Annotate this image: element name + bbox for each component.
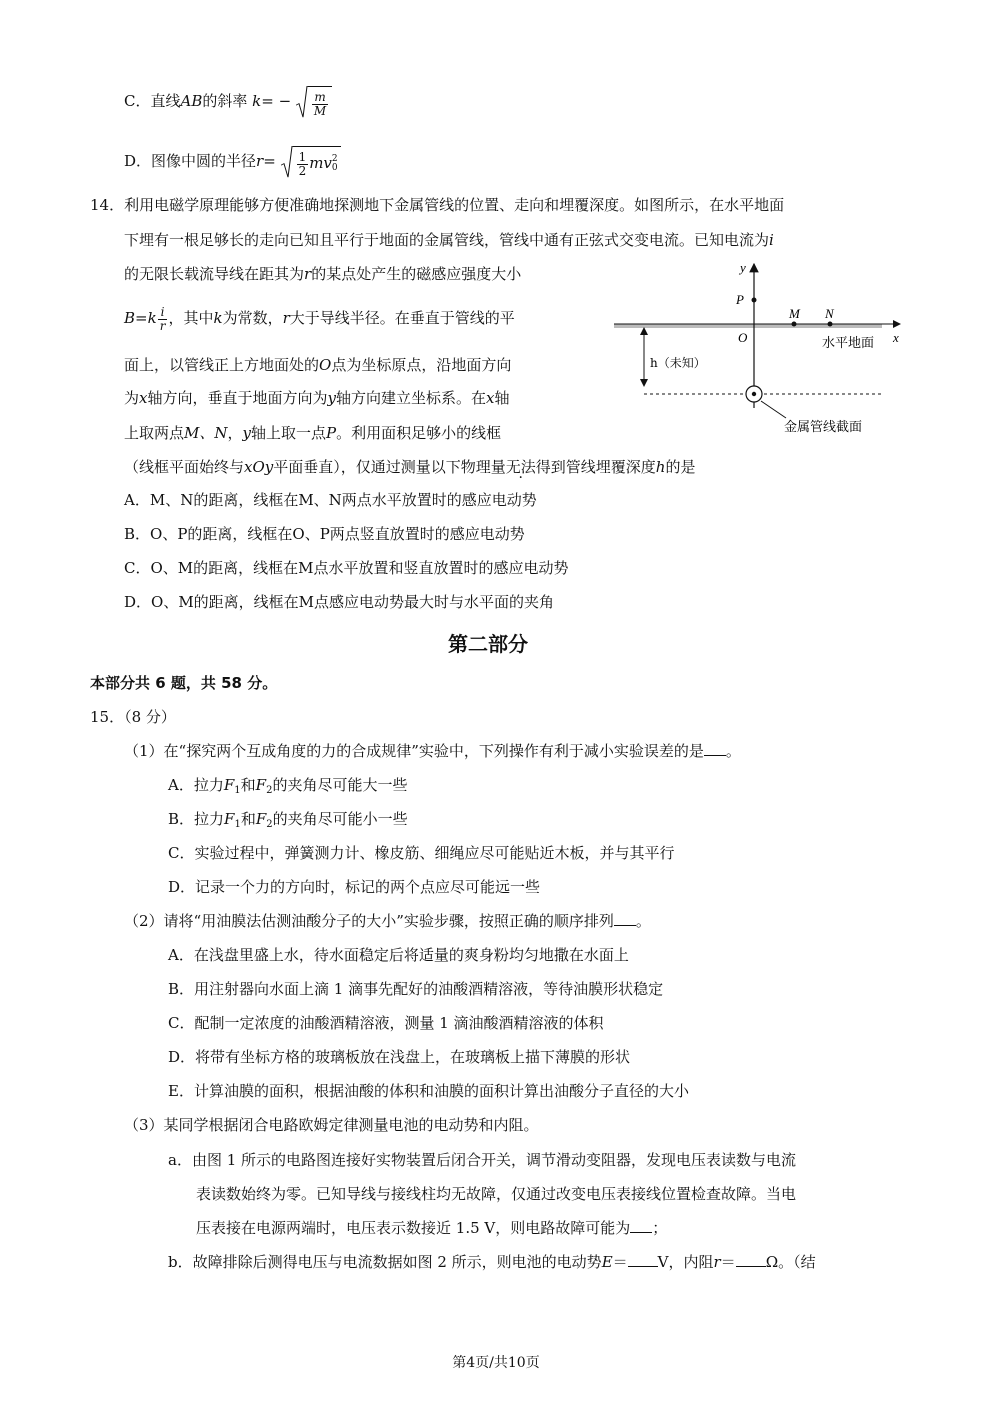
point-p <box>752 298 757 303</box>
label-x: x <box>893 330 899 345</box>
ground-surface <box>614 324 882 328</box>
q14-line-7: 上取两点M、N，y轴上取一点P。利用面积足够小的线框 <box>124 424 502 442</box>
q14-line-5: 面上，以管线正上方地面处的O点为坐标原点，沿地面方向 <box>124 356 512 374</box>
label-pipe: 金属管线截面 <box>784 420 863 435</box>
q15-sub1-option-a: A．拉力$F_1$和$F_2$的夹角尽可能大一些 <box>168 776 408 796</box>
q15-sub2-step-e: E．计算油膜的面积，根据油酸的体积和油膜的面积计算出油酸分子直径的大小 <box>168 1082 689 1100</box>
part-two-title: 第二部分 <box>448 632 528 656</box>
answer-blank[interactable] <box>628 1252 658 1267</box>
pipe-pointer <box>761 401 786 418</box>
q14-option-a: A．M、N的距离，线框在M、N两点水平放置时的感应电动势 <box>124 491 537 509</box>
q15-sub3: （3）某同学根据闭合电路欧姆定律测量电池的电动势和内阻。 <box>124 1116 539 1134</box>
q15-sub2-step-a: A．在浅盘里盛上水，待水面稳定后将适量的爽身粉均匀地撒在水面上 <box>168 946 629 964</box>
q15-sub2-step-b: B．用注射器向水面上滴 1 滴事先配好的油酸酒精溶液，等待油膜形状稳定 <box>168 980 664 998</box>
q13-option-d: D．图像中圆的半径r= $\frac{1}{2}$ mv 2 0 <box>124 146 341 178</box>
label-y: y <box>740 260 746 275</box>
part-two-intro: 本部分共 6 题，共 58 分。 <box>90 674 278 692</box>
q14-option-c: C．O、M的距离，线框在M点水平放置和竖直放置时的感应电动势 <box>124 559 569 577</box>
q15-sub1-option-c: C．实验过程中，弹簧测力计、橡皮筋、细绳应尽可能贴近木板，并与其平行 <box>168 844 675 862</box>
q14-line-1: 14．利用电磁学原理能够方便准确地探测地下金属管线的位置、走向和埋覆深度。如图所示，在水平地面 <box>90 196 785 214</box>
answer-blank[interactable] <box>736 1252 766 1267</box>
q15-sub3b: b．故障排除后测得电压与电流数据如图 2 所示，则电池的电动势E＝ V，内阻r＝ Ω。（结 <box>168 1253 816 1271</box>
point-n <box>828 322 833 327</box>
q15-sub2-step-d: D．将带有坐标方格的玻璃板放在浅盘上，在玻璃板上描下薄膜的形状 <box>168 1048 631 1066</box>
point-m <box>792 322 797 327</box>
label-m: M <box>789 306 800 321</box>
q14-line-8: （线框平面始终与xOy平面垂直），仅通过测量以下物理量无法得到管线埋覆深度h的是 <box>124 458 696 476</box>
label-h: h（未知） <box>650 356 706 370</box>
pipe-diagram <box>604 258 904 438</box>
q15-sub3a-line3: 压表接在电源两端时，电压表示数接近 1.5 V，则电路故障可能为 ； <box>196 1219 668 1237</box>
answer-blank[interactable] <box>630 1218 652 1233</box>
q14-line-6: 为x轴方向，垂直于地面方向为y轴方向建立坐标系。在x轴 <box>124 389 510 407</box>
label-n: N <box>825 306 834 321</box>
q14-option-d: D．O、M的距离，线框在M点感应电动势最大时与水平面的夹角 <box>124 593 555 611</box>
page-footer: 第4页/共10页 <box>452 1355 540 1371</box>
q15-sub2-step-c: C．配制一定浓度的油酸酒精溶液，测量 1 滴油酸酒精溶液的体积 <box>168 1014 604 1032</box>
q15-sub3a-line2: 表读数始终为零。已知导线与接线柱均无故障，仅通过改变电压表接线位置检查故障。当电 <box>196 1185 797 1203</box>
q13-option-c: C．直线AB的斜率 k= − $\frac{m}{M}$ <box>124 86 332 118</box>
label-ground: 水平地面 <box>822 336 875 351</box>
answer-blank[interactable] <box>614 911 636 926</box>
q14-option-b: B．O、P的距离，线框在O、P两点竖直放置时的感应电动势 <box>124 525 525 543</box>
q15-sub1-option-d: D．记录一个力的方向时，标记的两个点应尽可能远一些 <box>168 878 541 896</box>
q14-line-4: B=k $\frac{i}{r}$ ，其中k为常数，r大于导线半径。在垂直于管线的平 <box>124 304 515 333</box>
q15-sub3a-line1: a．由图 1 所示的电路图连接好实物装置后闭合开关，调节滑动变阻器，发现电压表读数与电流 <box>168 1151 797 1169</box>
label-o: O <box>738 330 748 345</box>
sqrt-sign: $\frac{1}{2}$ mv 2 0 <box>281 146 341 178</box>
q15-head: 15．（8 分） <box>90 708 176 726</box>
emphasis-text: 无法 <box>505 458 536 476</box>
q14-line-3: 的无限长载流导线在距其为r的某点处产生的磁感应强度大小 <box>124 265 522 283</box>
answer-blank[interactable] <box>704 741 726 756</box>
q14-line-2: 下埋有一根足够长的走向已知且平行于地面的金属管线，管线中通有正弦式交变电流。已知电流为i <box>124 231 774 249</box>
sqrt-sign: $\frac{m}{M}$ <box>296 86 332 118</box>
q15-sub2: （2）请将“用油膜法估测油酸分子的大小”实验步骤，按照正确的顺序排列 。 <box>124 912 651 930</box>
q15-sub1-option-b: B．拉力$F_1$和$F_2$的夹角尽可能小一些 <box>168 810 408 830</box>
label-p: P <box>736 292 744 307</box>
q15-sub1: （1）在“探究两个互成角度的力的合成规律”实验中，下列操作有利于减小实验误差的是 。 <box>124 742 741 760</box>
